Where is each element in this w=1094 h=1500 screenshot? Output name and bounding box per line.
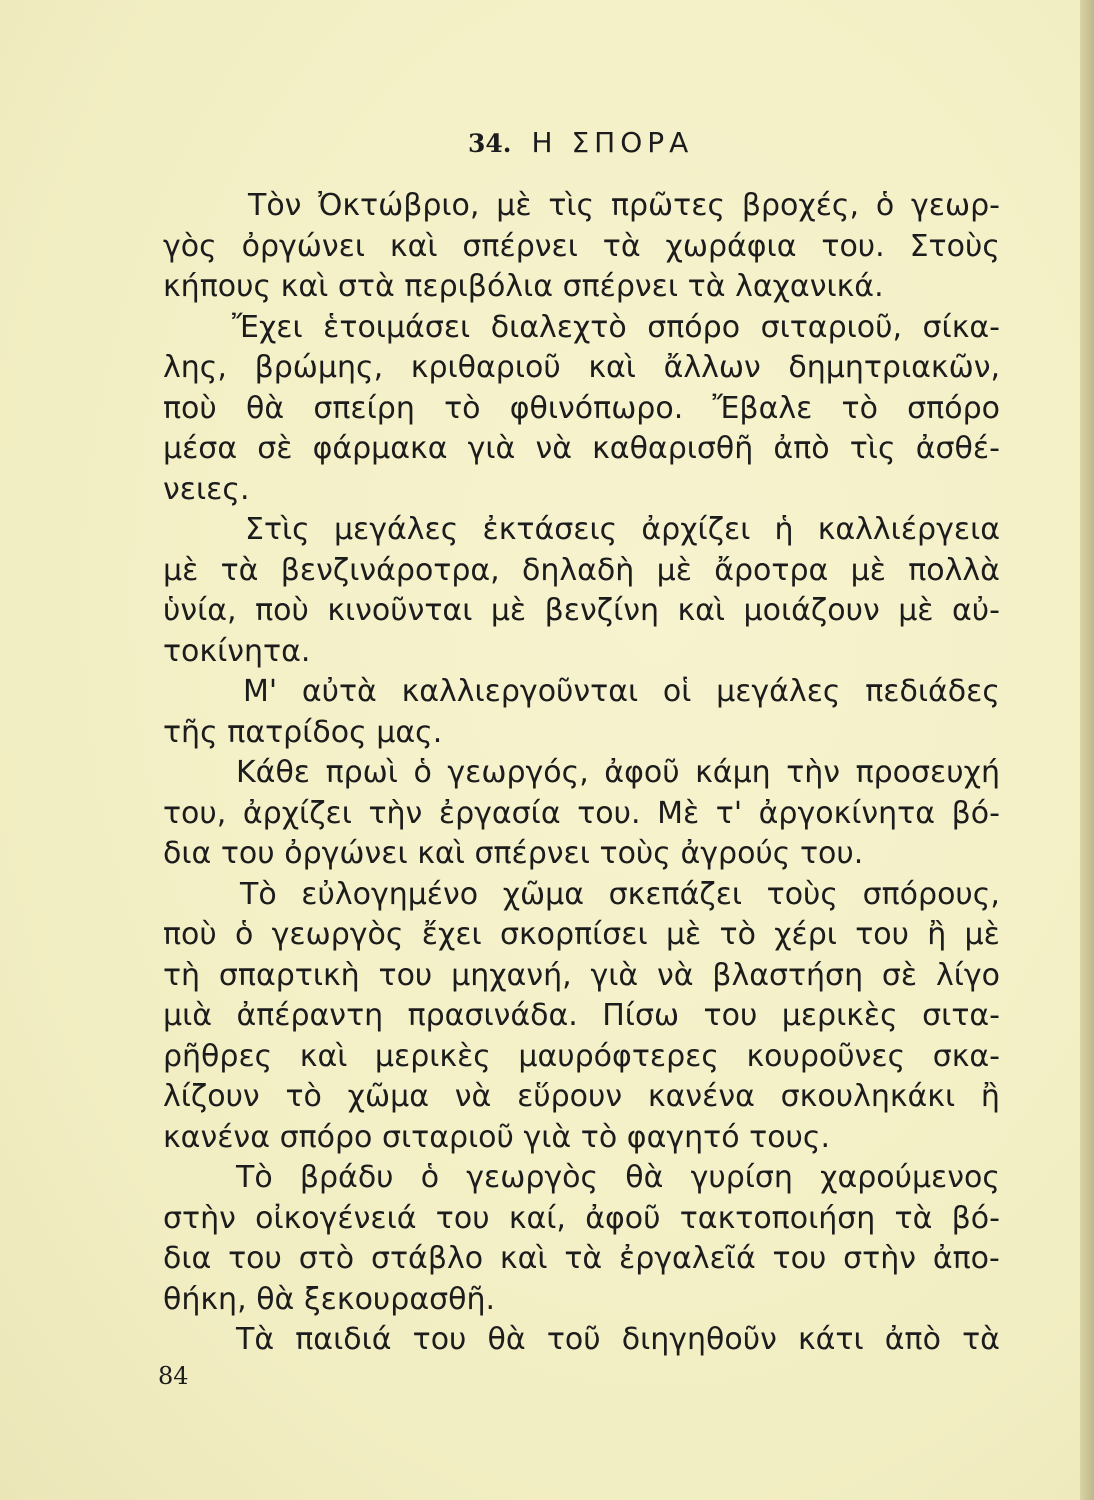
text-line: Τὰ παιδιά του θὰ τοῦ διηγηθοῦν κάτι ἀπὸ τὰ [236,1322,1000,1357]
text-line: κανένα σπόρο σιταριοῦ γιὰ τὸ φαγητό τους. [163,1120,831,1155]
text-line: Μ' αὐτὰ καλλιεργοῦνται οἱ μεγάλες πεδιάδες [243,674,1000,709]
text-line: τὴ σπαρτικὴ του μηχανή, γιὰ νὰ βλαστήση σὲ λίγο [163,958,1000,993]
text-line: λίζουν τὸ χῶμα νὰ εὕρουν κανένα σκουληκάκι ἢ [163,1079,1000,1114]
text-line: Κάθε πρωὶ ὁ γεωργός, ἀφοῦ κάμη τὴν προσευχή [236,755,1000,790]
text-line: μὲ τὰ βενζινάροτρα, δηλαδὴ μὲ ἄροτρα μὲ πολλὰ [163,553,1000,588]
text-line: δια του στὸ στάβλο καὶ τὰ ἐργαλεῖά του στὴν ἀπο- [163,1241,1000,1276]
text-line: Τὸ εὐλογημένο χῶμα σκεπάζει τοὺς σπόρους, [240,877,1000,912]
text-line: Τὸ βράδυ ὁ γεωργὸς θὰ γυρίση χαρούμενος [236,1160,1000,1195]
text-line: του, ἀρχίζει τὴν ἐργασία του. Μὲ τ' ἀργοκίνητα βό- [163,796,1000,831]
text-line: μιὰ ἀπέραντη πρασινάδα. Πίσω του μερικὲς σιτα- [163,998,1000,1033]
text-line: νειες. [163,472,250,507]
chapter-heading [468,126,693,159]
text-line: στὴν οἰκογένειά του καί, ἀφοῦ τακτοποιήση τὰ βό- [163,1201,1000,1236]
text-line: ποὺ θὰ σπείρη τὸ φθινόπωρο. Ἔβαλε τὸ σπόρο [163,391,1000,426]
chapter-number: 34. [468,129,512,158]
text-line: τοκίνητα. [163,634,311,669]
text-line: κήπους καὶ στὰ περιβόλια σπέρνει τὰ λαχανικά. [163,269,884,304]
text-line: λης, βρώμης, κριθαριοῦ καὶ ἄλλων δημητριακῶν, [163,350,1000,385]
page-number: 84 [158,1362,189,1390]
text-line: Στὶς μεγάλες ἐκτάσεις ἀρχίζει ἡ καλλιέργεια [245,512,1000,547]
text-line: ὑνία, ποὺ κινοῦνται μὲ βενζίνη καὶ μοιάζουν μὲ αὐ- [163,593,1000,628]
text-line: δια του ὀργώνει καὶ σπέρνει τοὺς ἀγρούς του. [163,836,864,871]
text-line: ποὺ ὁ γεωργὸς ἔχει σκορπίσει μὲ τὸ χέρι του ἢ μὲ [163,917,1000,952]
text-line: Ἔχει ἑτοιμάσει διαλεχτὸ σπόρο σιταριοῦ, σίκα- [232,310,1000,345]
text-line: ρῆθρες καὶ μερικὲς μαυρόφτερες κουροῦνες σκα- [163,1039,1000,1074]
text-line: θήκη, θὰ ξεκουρασθῆ. [163,1282,496,1317]
text-line: μέσα σὲ φάρμακα γιὰ νὰ καθαρισθῆ ἀπὸ τὶς ἀσθέ- [163,431,1000,466]
text-line: τῆς πατρίδος μας. [163,715,443,750]
page-edge [1080,0,1094,1500]
text-line: γὸς ὀργώνει καὶ σπέρνει τὰ χωράφια του. Στοὺς [163,229,1000,264]
chapter-title: Η ΣΠΟΡΑ [531,126,694,159]
text-line: Τὸν Ὀκτώβριο, μὲ τὶς πρῶτες βροχές, ὁ γεωρ- [248,188,1000,223]
